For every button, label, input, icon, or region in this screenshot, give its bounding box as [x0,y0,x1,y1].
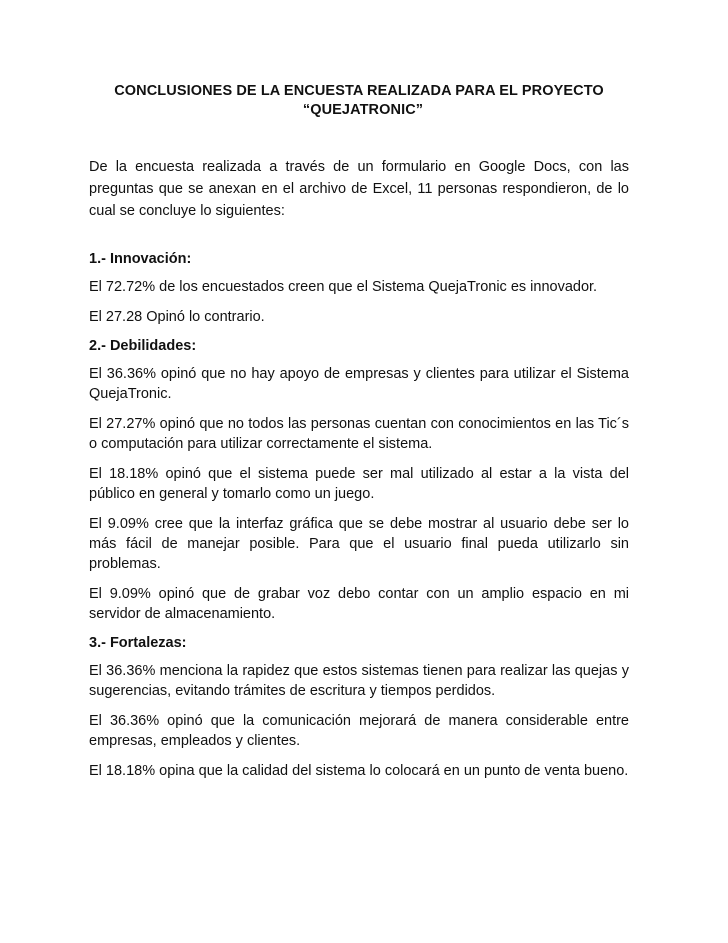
document-title [89,82,629,120]
document-page [89,82,629,781]
paragraph: El 27.28 Opinó lo contrario. [89,309,265,325]
section-title-innovacion: 1.- Innovación: [89,251,192,267]
paragraph: El 72.72% de los encuestados creen que el Sistema QuejaTronic es innovador. [89,279,598,295]
paragraph: El 9.09% cree que la interfaz gráfica que se debe mostrar al usuario debe ser lo más fácil de manejar posible. Para que el usuario final pueda utilizarlo sin problemas. [89,516,629,572]
section-title-fortalezas: 3.- Fortalezas: [89,635,187,651]
paragraph: El 36.36% menciona la rapidez que estos sistemas tienen para realizar las quejas y sugerencias, evitando trámites de escritura y tiempos perdidos. [89,663,629,699]
paragraph: El 27.27% opinó que no todos las personas cuentan con conocimientos en las Tic´s o computación para utilizar correctamente el sistema. [89,416,629,452]
section-title-debilidades: 2.- Debilidades: [89,338,197,354]
title-line-2: “QUEJATRONIC” [302,102,424,118]
paragraph: El 36.36% opinó que no hay apoyo de empresas y clientes para utilizar el Sistema QuejaTronic. [89,366,629,402]
intro-paragraph: De la encuesta realizada a través de un formulario en Google Docs, con las preguntas que se anexan en el archivo de Excel, 11 personas respondieron, de lo cual se concluye lo siguientes: [89,159,629,219]
paragraph: El 9.09% opinó que de grabar voz debo contar con un amplio espacio en mi servidor de almacenamiento. [89,586,629,622]
paragraph: El 18.18% opina que la calidad del sistema lo colocará en un punto de venta bueno. [89,763,629,779]
paragraph: El 18.18% opinó que el sistema puede ser mal utilizado al estar a la vista del público en general y tomarlo como un juego. [89,466,629,502]
title-line-1: CONCLUSIONES DE LA ENCUESTA REALIZADA PARA EL PROYECTO [114,83,604,99]
paragraph: El 36.36% opinó que la comunicación mejorará de manera considerable entre empresas, empleados y clientes. [89,713,629,749]
